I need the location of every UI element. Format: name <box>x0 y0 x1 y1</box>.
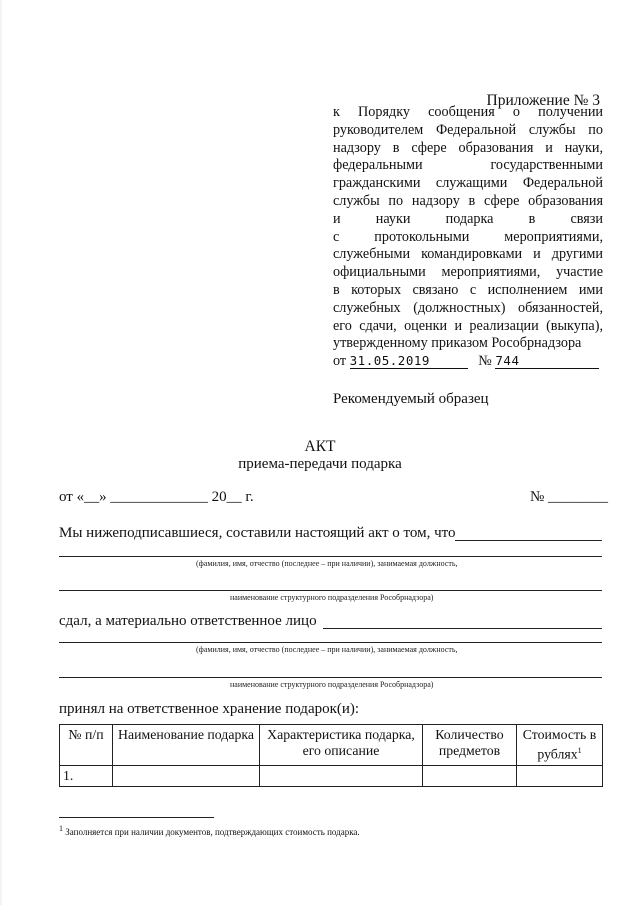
header-name: Наименование подарка <box>113 725 260 766</box>
intro-text: Мы нижеподписавшиеся, составили настоящий акт о том, что <box>59 525 456 541</box>
preamble-line: и науки подарка в связи <box>333 210 603 227</box>
handed-fill-line <box>323 628 602 629</box>
accepted-text: принял на ответственное хранение подарок(и): <box>59 701 360 717</box>
order-number: 744 <box>495 354 599 369</box>
preamble-line: службы по надзору в сфере образования <box>333 192 603 209</box>
caption-unit: наименование структурного подразделения Рособрнадзора) <box>230 593 434 602</box>
order-reference: от 31.05.2019 № 744 <box>333 353 603 371</box>
cell-description <box>260 765 423 786</box>
footnote: $^1$ Заполняется при наличии документов, подтверждающих стоимость подарка. <box>59 824 360 837</box>
cell-name <box>113 765 260 786</box>
preamble-line: утвержденному приказом Рособрнадзора <box>333 335 582 352</box>
preamble-line: федеральными государственными <box>333 157 603 174</box>
header-number: № п/п <box>60 725 113 766</box>
appendix-title: Приложение № 3 <box>486 92 600 109</box>
person-fill-line <box>59 556 602 557</box>
preamble-line: надзору в сфере образования и науки, <box>333 139 603 156</box>
header-description: Характеристика подарка, его описание <box>260 725 423 766</box>
table-row <box>60 765 603 786</box>
act-subtitle: приема-передачи подарка <box>238 456 402 472</box>
act-title: АКТ <box>304 438 336 455</box>
header-quantity: Количество предметов <box>423 725 517 766</box>
cell-cost <box>517 765 603 786</box>
recommended-sample-label: Рекомендуемый образец <box>333 391 489 407</box>
preamble-line: его сдачи, оценки и реализации (выкупа), <box>333 317 603 334</box>
header-cost: Стоимость в рублях$^1$ <box>517 725 603 766</box>
preamble-line: официальными мероприятиями, участие <box>333 264 603 281</box>
cell-quantity <box>423 765 517 786</box>
caption-unit-2: наименование структурного подразделения Рособрнадзора) <box>230 680 434 689</box>
preamble-line: служебными командировками и другими <box>333 246 603 263</box>
preamble <box>333 104 603 371</box>
footnote-mark: 1 <box>577 746 582 755</box>
gifts-table <box>59 724 603 787</box>
preamble-line: руководителем Федеральной службы по <box>333 121 603 138</box>
handed-text: сдал, а материально ответственное лицо <box>59 613 317 629</box>
footnote-separator <box>59 817 214 818</box>
preamble-line: к Порядку сообщения о получении <box>333 104 603 120</box>
cell-number: 1. <box>60 765 113 786</box>
preamble-line: в которых связано с исполнением ими <box>333 281 603 298</box>
table-header-row <box>60 725 603 766</box>
preamble-line: с протокольными мероприятиями, <box>333 228 603 245</box>
act-date-line: от «__» _____________ 20__ г. <box>59 489 254 505</box>
unit2-fill-line <box>59 677 602 678</box>
order-date: 31.05.2019 <box>350 354 468 369</box>
preamble-line: гражданскими служащими Федеральной <box>333 175 603 192</box>
act-number-line: № ________ <box>530 489 609 505</box>
intro-fill-line <box>455 540 602 541</box>
unit-fill-line <box>59 590 602 591</box>
preamble-line: служебных (должностных) обязанностей, <box>333 299 603 316</box>
caption-person-2: (фамилия, имя, отчество (последнее – при наличии), занимаемая должность, <box>196 645 458 654</box>
caption-person: (фамилия, имя, отчество (последнее – при наличии), занимаемая должность, <box>196 559 458 568</box>
person2-fill-line <box>59 642 602 643</box>
